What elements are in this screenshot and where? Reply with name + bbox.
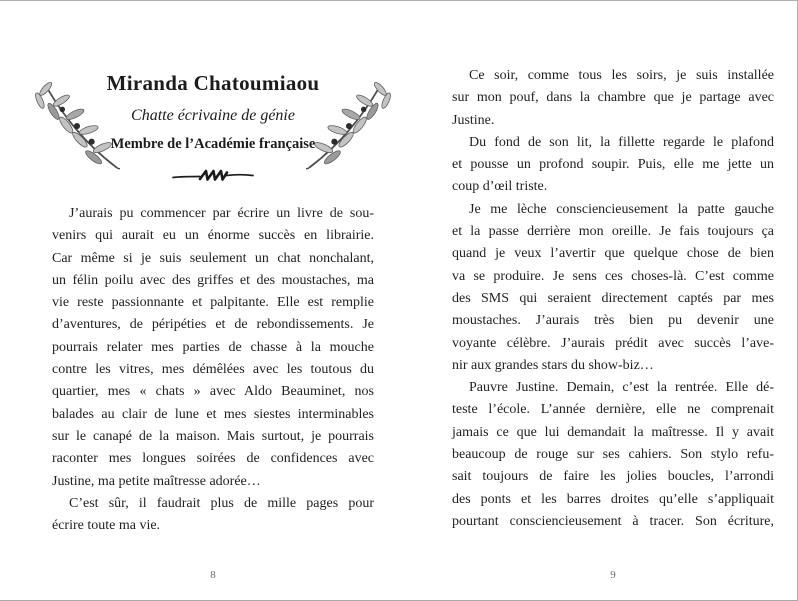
text-line: des ponts et les barres droites qu’elle s’appliquait — [452, 491, 774, 507]
text-line: sur le canapé de la maison. Mais surtout, je pourrais — [52, 428, 374, 444]
text-line: Car même si je suis seulement un chat nonchalant, — [52, 250, 374, 266]
text-line: beaucoup de rouge sur ses cahiers. Son stylo refu- — [452, 447, 774, 463]
chapter-subtitle: Chatte écrivaine de génie — [131, 107, 295, 124]
text-line: teste l’école. L’année dernière, elle ne comprenait — [452, 402, 774, 418]
page-text — [452, 65, 774, 533]
text-line: va se produire. Je sens ces choses-là. C’est comme — [452, 268, 774, 284]
text-line: balades au clair de lune et mes siestes interminables — [52, 406, 374, 422]
text-line: et pousse un profond soupir. Puis, elle me jette un — [452, 157, 774, 173]
text-line: quand je veux l’avertir que quelque chose de bien — [452, 246, 774, 262]
text-line: et la passe derrière mon oreille. Je fais toujours ça — [452, 224, 774, 240]
olive-branch-icon — [32, 79, 120, 177]
text-line: contre les vitres, mes démêlées avec les toutous du — [52, 362, 374, 378]
chapter-header — [52, 71, 374, 185]
page-number: 8 — [210, 569, 216, 581]
text-line: C’est sûr, il faudrait plus de mille pages pour — [69, 495, 374, 511]
chapter-affiliation: Membre de l’Académie française — [110, 136, 316, 152]
text-line: jamais ce que lui demandait la maîtresse. Il y avait — [452, 424, 774, 440]
text-line: Pauvre Justine. Demain, c’est la rentrée. Elle dé- — [469, 380, 774, 396]
text-line: Ce soir, comme tous les soirs, je suis installée — [469, 68, 774, 83]
right-page — [452, 1, 774, 600]
text-line: vie reste passionnante et palpitante. Elle est remplie — [52, 295, 374, 311]
knot-squiggle-divider-icon — [171, 167, 255, 185]
text-line: voyante célèbre. J’aurais prédit avec succès l’ave- — [452, 335, 774, 351]
text-line: nir aux grandes stars du show-biz… — [452, 357, 654, 373]
chapter-author: Miranda Chatoumiaou — [106, 71, 320, 95]
text-line: sait toujours de faire les jolies boucles, l’arrondi — [452, 469, 774, 485]
text-line: quartier, mes « chats » avec Aldo Beauminet, nos — [52, 384, 374, 400]
text-line: Du fond de son lit, la fillette regarde le plafond — [469, 134, 774, 150]
text-line: moustaches. J’aurais très bien pu devenir une — [452, 313, 774, 329]
text-line: sur mon pouf, dans la chambre que je partage avec — [452, 90, 774, 106]
text-line: Justine, ma petite maîtresse adorée… — [52, 473, 261, 489]
text-line: pourtant consciencieusement à tracer. Son écriture, — [452, 513, 774, 529]
text-line: coup d’œil triste. — [452, 179, 548, 195]
olive-branch-icon — [306, 79, 394, 177]
page-number: 9 — [610, 569, 616, 581]
text-line: venirs qui aurait eu un énorme succès en librairie. — [52, 228, 374, 244]
text-line: un félin poilu avec des griffes et des moustaches, ma — [52, 272, 374, 288]
text-line: pourrais relater mes parties de chasse à la mouche — [52, 339, 374, 355]
text-line: J’aurais pu commencer par écrire un livre de sou- — [69, 206, 374, 221]
text-line: des SMS qui seraient directement captés par mes — [452, 290, 774, 306]
text-line: Justine. — [452, 112, 495, 128]
text-line: Je me lèche consciencieusement la patte gauche — [469, 201, 774, 217]
page-text — [52, 203, 374, 537]
text-line: raconter mes longues soirées de confidences avec — [52, 451, 374, 467]
left-page — [52, 1, 374, 600]
text-line: écrire toute ma vie. — [52, 518, 161, 534]
text-line: d’aventures, de péripéties et de rebondissements. Je — [52, 317, 374, 333]
